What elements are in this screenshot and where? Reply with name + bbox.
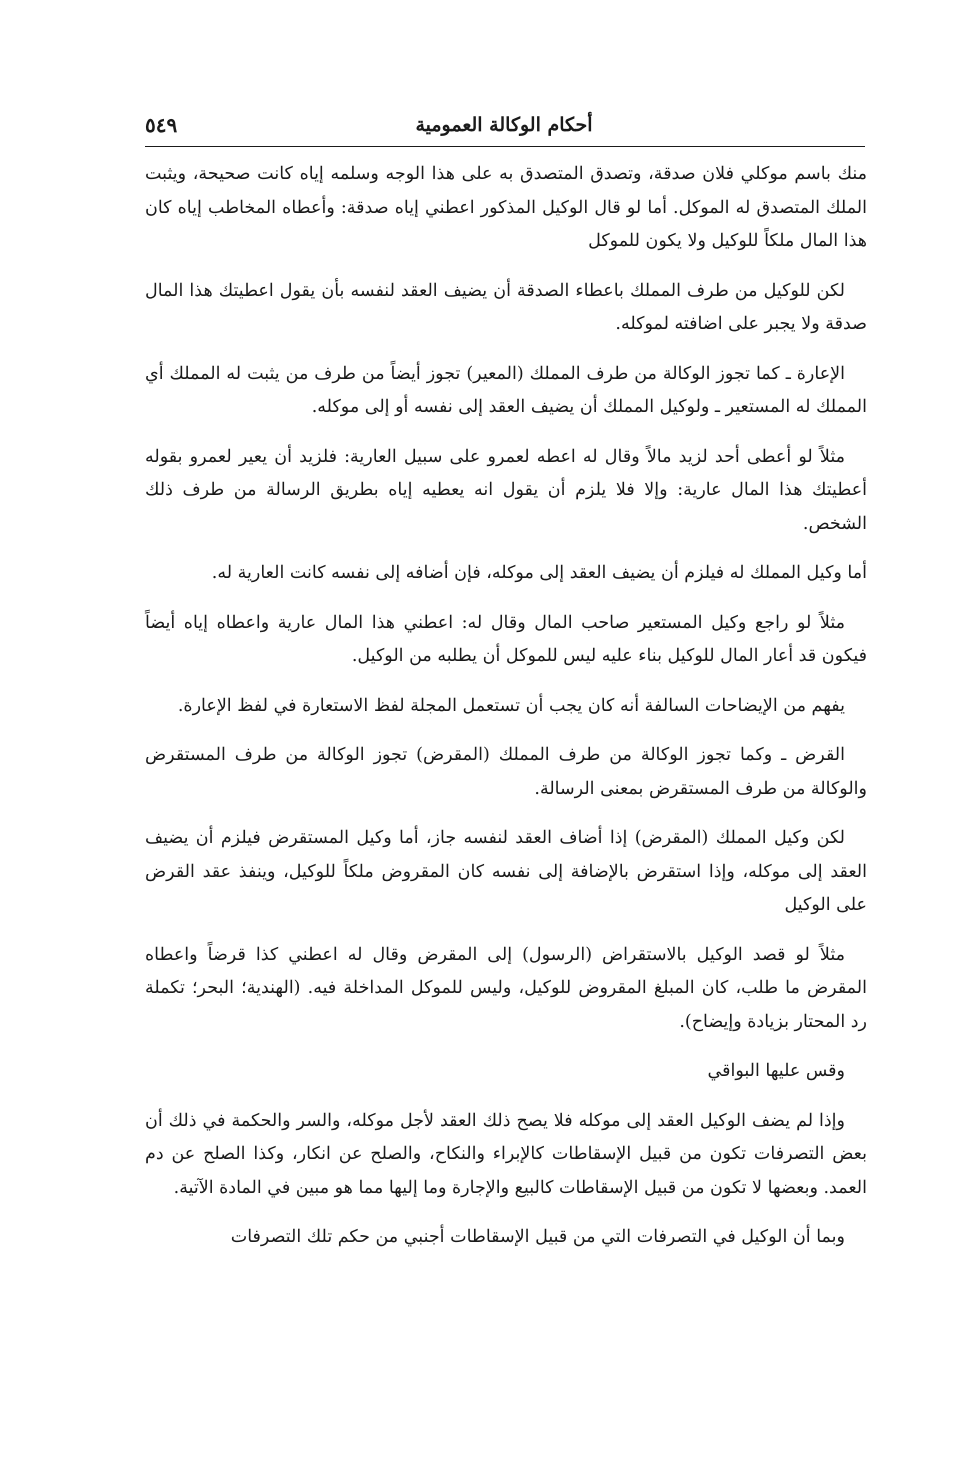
paragraph-4: مثلاً لو أعطى أحد لزيد مالاً وقال له اعطه لعمرو على سبيل العارية: فلزيد أن يعير لعمرو بقوله أعطيتك هذا المال عارية: وإلا فلا يلزم أن يقول انه يعطيه إياه بطريق الرسالة من طرف ذلك الشخص. xyxy=(145,446,867,534)
paragraph-3: الإعارة ـ كما تجوز الوكالة من طرف المملك (المعير) تجوز أيضاً من طرف من يثبت له المملك أي المملك له المستعير ـ ولوكيل المملك أن يضيف العقد إلى نفسه أو إلى موكله. xyxy=(145,363,867,417)
paragraph-12: وإذا لم يضف الوكيل العقد إلى موكله فلا يصح ذلك العقد لأجل موكله، والسر والحكمة في ذلك أن بعض التصرفات تكون من قبيل الإسقاطات كالإبراء والنكاح، والصلح عن انكار، وكذا الصلح عن دم العمد. وبعضها لا تكون من قبيل الإسقاطات كالبيع والإجارة وما إليها مما هو مبين في المادة الآتية. xyxy=(145,1110,867,1198)
paragraph-11: وقس عليها البواقي xyxy=(707,1061,845,1081)
paragraph-2: لكن للوكيل من طرف المملك باعطاء الصدقة أن يضيف العقد لنفسه بأن يقول اعطيتك هذا المال صدقة ولا يجبر على اضافته لموكله. xyxy=(145,280,867,334)
paragraph-13: وبما أن الوكيل في التصرفات التي من قبيل الإسقاطات أجنبي من حكم تلك التصرفات xyxy=(230,1227,845,1247)
running-title: أحكام الوكالة العمومية xyxy=(415,114,593,136)
header-rule xyxy=(145,146,865,147)
paragraph-9: لكن وكيل المملك (المقرض) إذا أضاف العقد لنفسه جاز، أما وكيل المستقرض فيلزم أن يضيف العقد إلى موكله، وإذا استقرض بالإضافة إلى نفسه كان المقروض ملكاً للوكيل، وينفذ عقد القرض على الوكيل xyxy=(145,828,867,915)
paragraph-10: مثلاً لو قصد الوكيل بالاستقراض (الرسول) إلى المقرض وقال له اعطني كذا قرضاً واعطاه المقرض ما طلب، كان المبلغ المقروض للوكيل، وليس للموكل المداخلة فيه. (الهندية؛ البحر؛ تكملة رد المحتار بزيادة وإيضاح). xyxy=(145,944,867,1032)
paragraph-7: يفهم من الإيضاحات السالفة أنه كان يجب أن تستعمل المجلة لفظ الاستعارة في لفظ الإعارة. xyxy=(177,695,845,716)
page-number: ٥٤٩ xyxy=(145,113,178,137)
page-header xyxy=(145,110,863,146)
paragraph-5: أما وكيل المملك له فيلزم أن يضيف العقد إلى موكله، فإن أضافه إلى نفسه كانت العارية له. xyxy=(211,563,867,583)
paragraph-8: القرض ـ وكما تجوز الوكالة من طرف المملك (المقرض) تجوز الوكالة من طرف المستقرض والوكالة من طرف المستقرض بمعنى الرسالة. xyxy=(145,745,867,799)
paragraph-1: منك باسم موكلي فلان صدقة، وتصدق المتصدق به على هذا الوجه وسلمه إياه كانت صحيحة، ويثبت الملك المتصدق له الموكل. أما لو قال الوكيل المذكور اعطني إياه صدقة: وأعطاه المخاطب إياه كان هذا المال ملكاً للوكيل ولا يكون للموكل xyxy=(145,164,867,251)
paragraph-6: مثلاً لو راجع وكيل المستعير صاحب المال وقال له: اعطني هذا المال عارية واعطاه إياه أيضاً فيكون قد أعار المال للوكيل بناء عليه ليس للموكل أن يطلبه من الوكيل. xyxy=(145,612,867,666)
body-text xyxy=(145,158,867,1271)
